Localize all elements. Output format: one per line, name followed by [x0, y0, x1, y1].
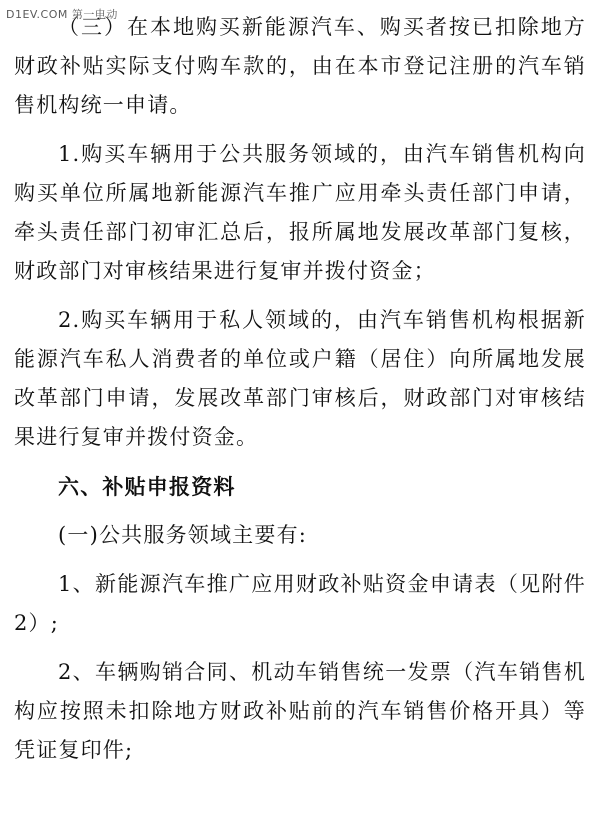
list-item-sales-contract: 2、车辆购销合同、机动车销售统一发票（汽车销售机构应按照未扣除地方财政补贴前的汽车销售价格开具）等凭证复印件;: [14, 660, 586, 762]
paragraph-public-service-procedure: 1.购买车辆用于公共服务领域的，由汽车销售机构向购买单位所属地新能源汽车推广应用牵头责任部门申请，牵头责任部门初审汇总后，报所属地发展改革部门复核，财政部门对审核结果进行复审并拨付资金；: [14, 142, 586, 283]
paragraph-private-procedure: 2.购买车辆用于私人领域的，由汽车销售机构根据新能源汽车私人消费者的单位或户籍（居住）向所属地发展改革部门申请，发展改革部门审核后，财政部门对审核结果进行复审并拨付资金。: [14, 308, 586, 449]
subheading-public-service: (一)公共服务领域主要有:: [58, 523, 308, 547]
document-page: [14, 8, 586, 770]
watermark: D1EV.COM 第一电动: [6, 8, 118, 21]
paragraph-subsidy-application: （三）在本地购买新能源汽车、购买者按已扣除地方财政补贴实际支付购车款的，由在本市登记注册的汽车销售机构统一申请。: [14, 15, 586, 117]
section-heading-materials: 六、补贴申报资料: [58, 474, 236, 499]
list-item-application-form: 1、新能源汽车推广应用财政补贴资金申请表（见附件2）;: [14, 572, 586, 635]
